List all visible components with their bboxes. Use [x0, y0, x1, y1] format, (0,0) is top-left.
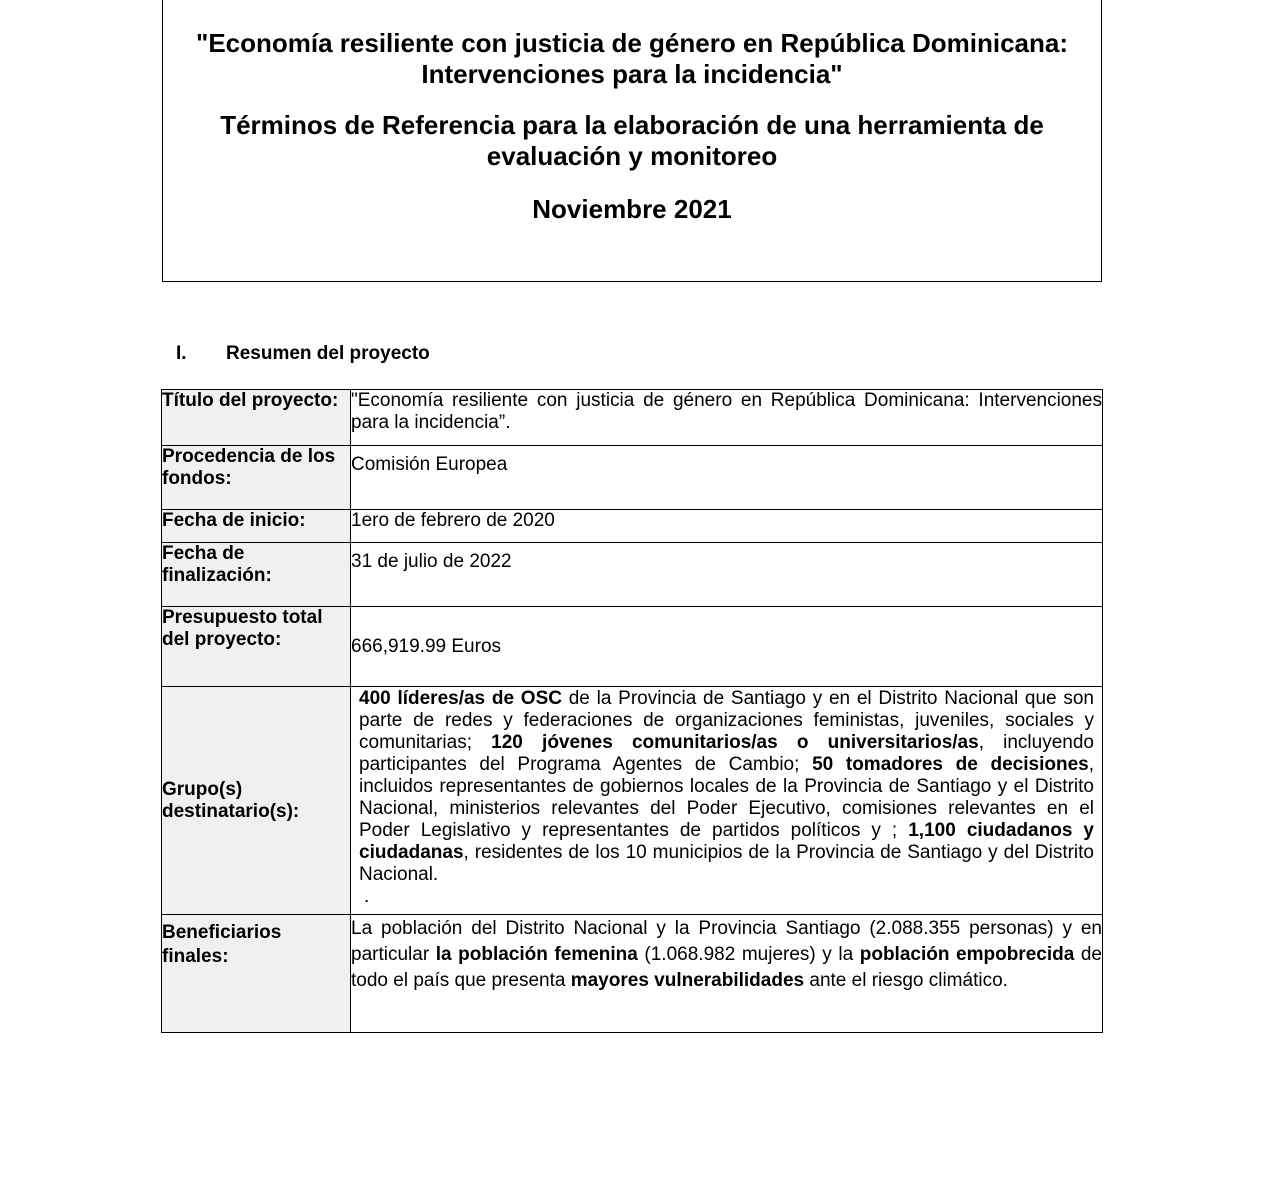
- grupos-segment: , incluyendo participantes del Programa Agentes de Cambio;: [359, 732, 1094, 775]
- label-titulo: Título del proyecto:: [162, 390, 351, 446]
- label-inicio: Fecha de inicio:: [162, 510, 351, 543]
- value-procedencia: Comisión Europea: [351, 446, 1103, 510]
- grupos-segment: de la Provincia de Santiago y en el Distrito Nacional que son parte de redes y federaciones de organizaciones feministas, juveniles, sociales y comunitarias;: [359, 688, 1095, 753]
- tor-title-line-1: Términos de Referencia para la elaboración de una herramienta de: [220, 110, 1044, 140]
- label-finalizacion: Fecha de finalización:: [162, 543, 351, 607]
- grupos-segment: 50 tomadores de decisiones: [812, 754, 1089, 775]
- section-number: I.: [176, 343, 187, 364]
- table-row-inicio: [162, 510, 1103, 543]
- label-presupuesto: Presupuesto total del proyecto:: [162, 607, 351, 687]
- beneficiarios-segment: la población femenina: [435, 944, 638, 965]
- table-row-procedencia: [162, 446, 1103, 510]
- beneficiarios-segment: población empobrecida: [859, 944, 1075, 965]
- document-title-box: [162, 0, 1102, 282]
- project-title-line-2: Intervenciones para la incidencia": [421, 59, 843, 89]
- table-row-titulo: [162, 390, 1103, 446]
- grupos-segment: 400 líderes/as de OSC: [359, 688, 562, 709]
- grupos-segment: 1,100 ciudadanos y ciudadanas: [359, 820, 1094, 863]
- tor-title-line-2: evaluación y monitoreo: [486, 141, 778, 171]
- table-row-beneficiarios: [162, 915, 1103, 1033]
- beneficiarios-segment: La población del Distrito Nacional y la Provincia Santiago (2.088.355 personas) y en particular: [351, 918, 1102, 965]
- label-grupos: Grupo(s) destinatario(s):: [162, 687, 351, 915]
- document-date: Noviembre 2021: [532, 194, 732, 224]
- beneficiarios-segment: de todo el país que presenta: [351, 944, 1102, 991]
- tor-title: [163, 110, 1101, 172]
- value-finalizacion: 31 de julio de 2022: [351, 543, 1103, 607]
- label-procedencia: Procedencia de los fondos:: [162, 446, 351, 510]
- value-titulo: "Economía resiliente con justicia de género en República Dominicana: Intervenciones para la incidencia”.: [351, 390, 1103, 446]
- project-title-line-1: "Economía resiliente con justicia de género en República Dominicana:: [196, 28, 1068, 58]
- section-title: Resumen del proyecto: [226, 343, 430, 364]
- table-row-presupuesto: [162, 607, 1103, 687]
- beneficiarios-segment: ante el riesgo climático.: [804, 970, 1008, 991]
- label-beneficiarios: Beneficiarios finales:: [162, 915, 351, 1033]
- value-presupuesto: 666,919.99 Euros: [351, 607, 1103, 687]
- grupos-segment: , residentes de los 10 municipios de la Provincia de Santiago y del Distrito Nacional.: [359, 842, 1094, 885]
- table-row-finalizacion: [162, 543, 1103, 607]
- beneficiarios-segment: (1.068.982 mujeres) y la: [637, 944, 860, 965]
- table-row-grupos: [162, 687, 1103, 915]
- value-inicio: 1ero de febrero de 2020: [351, 510, 1103, 543]
- grupos-trailing-dot: .: [364, 886, 370, 907]
- project-summary-table: [161, 389, 1103, 1033]
- value-grupos: [351, 687, 1103, 915]
- value-beneficiarios: [351, 915, 1103, 1033]
- beneficiarios-segment: mayores vulnerabilidades: [570, 970, 805, 991]
- project-title: [163, 28, 1101, 90]
- grupos-segment: , incluidos representantes de gobiernos locales de la Provincia de Santiago y el Distrito Nacional, ministerios relevantes del Poder Ejecutivo, comisiones relevantes en el Poder Legislativo y representantes de partidos políticos y ;: [359, 754, 1094, 841]
- grupos-segment: 120 jóvenes comunitarios/as o universitarios/as: [491, 732, 979, 753]
